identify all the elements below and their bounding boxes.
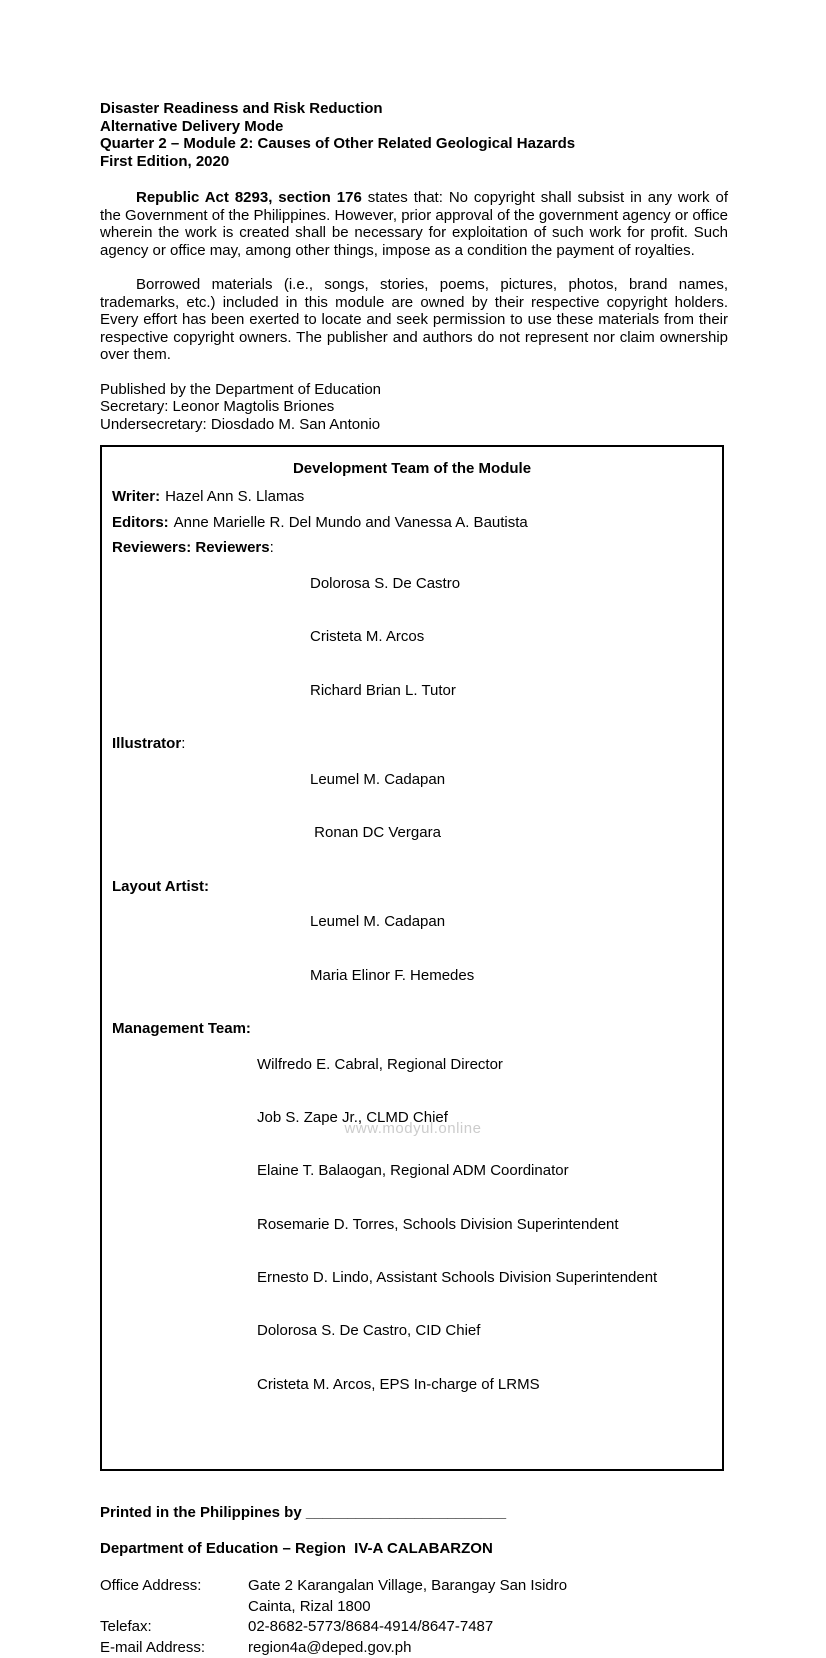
management-team-label: Management Team: bbox=[112, 1019, 251, 1037]
illustrator-names bbox=[310, 735, 712, 877]
reviewers-label: Reviewers: Reviewers: bbox=[112, 539, 274, 557]
telefax-label: Telefax: bbox=[100, 1618, 152, 1636]
module-delivery-mode-line: Alternative Delivery Mode bbox=[100, 117, 284, 135]
illustrator-row bbox=[112, 735, 712, 877]
republic-act-lead: Republic Act 8293, section 176 bbox=[136, 189, 362, 206]
printed-in-philippines-line bbox=[100, 1504, 728, 1522]
secretary-line: Secretary: Leonor Magtolis Briones bbox=[100, 398, 335, 415]
undersecretary-line: Undersecretary: Diosdado M. San Antonio bbox=[100, 415, 381, 433]
office-address-label: Office Address: bbox=[100, 1577, 202, 1595]
management-team-member: Cristeta M. Arcos, EPS In-charge of LRMS bbox=[257, 1375, 540, 1393]
editors-label: Editors: bbox=[112, 513, 169, 531]
reviewer-name: Cristeta M. Arcos bbox=[310, 628, 425, 646]
telefax-value: 02-8682-5773/8684-4914/8647-7487 bbox=[248, 1618, 494, 1636]
email-row bbox=[100, 1638, 728, 1658]
module-edition-line: First Edition, 2020 bbox=[100, 152, 230, 170]
reviewers-names bbox=[310, 539, 712, 735]
copyright-paragraph-2: Borrowed materials (i.e., songs, stories, poems, pictures, photos, brand names, trademarks, etc.) included in this module are owned by their respective copyright holders. Every effort has been exerted to locate and seek permission to use these materials from their respective copyright owners. The publisher and authors do not represent nor claim ownership over them. bbox=[100, 276, 728, 363]
management-team-member: Dolorosa S. De Castro, CID Chief bbox=[257, 1322, 481, 1340]
published-by-line: Published by the Department of Education bbox=[100, 380, 382, 398]
layout-artist-name: Leumel M. Cadapan bbox=[310, 913, 446, 931]
layout-artist-label: Layout Artist: bbox=[112, 877, 209, 895]
writer-label: Writer: bbox=[112, 487, 161, 505]
telefax-row bbox=[100, 1617, 728, 1638]
layout-artist-row bbox=[112, 878, 712, 1020]
email-label: E-mail Address: bbox=[100, 1638, 206, 1656]
layout-artist-names bbox=[310, 878, 712, 1020]
editors-names: Anne Marielle R. Del Mundo and Vanessa A. Bautista bbox=[173, 513, 528, 531]
management-team-member: Wilfredo E. Cabral, Regional Director bbox=[257, 1055, 503, 1073]
editors-row bbox=[112, 514, 712, 532]
reviewers-row bbox=[112, 539, 712, 735]
copyright-paragraph-1-text: states that: No copyright shall subsist in any work of the Government of the Philippines. However, prior approval of the government agency or office wherein the work is created shall be necessary for exploitation of such work for profit. Such agency or office may, among other things, impose as a condition the payment of royalties. bbox=[100, 189, 729, 259]
management-team-member: Elaine T. Balaogan, Regional ADM Coordinator bbox=[257, 1162, 569, 1180]
illustrator-name: Leumel M. Cadapan bbox=[310, 770, 446, 788]
website-watermark: www.modyul.online bbox=[344, 1120, 482, 1137]
email-value: region4a@deped.gov.ph bbox=[248, 1638, 412, 1656]
publisher-block bbox=[100, 381, 728, 434]
copyright-paragraph-1 bbox=[100, 189, 728, 259]
development-team-box bbox=[100, 445, 724, 1471]
management-team-member: Job S. Zape Jr., CLMD Chief bbox=[257, 1108, 448, 1126]
office-address-row bbox=[100, 1576, 728, 1617]
office-address-value bbox=[248, 1576, 728, 1617]
management-team-member: Rosemarie D. Torres, Schools Division Superintendent bbox=[257, 1215, 619, 1233]
contact-block bbox=[100, 1576, 728, 1658]
reviewer-name: Richard Brian L. Tutor bbox=[310, 681, 456, 699]
printer-blank-line: ________________________ bbox=[305, 1504, 507, 1522]
office-address-line-1: Gate 2 Karangalan Village, Barangay San Isidro bbox=[248, 1577, 568, 1595]
development-team-title: Development Team of the Module bbox=[292, 460, 532, 477]
printed-by-label: Printed in the Philippines by bbox=[100, 1504, 306, 1522]
illustrator-name: Ronan DC Vergara bbox=[310, 824, 441, 842]
writer-row bbox=[112, 488, 712, 506]
deped-region-line: Department of Education – Region IV-A CALABARZON bbox=[100, 1539, 493, 1557]
module-subject-line: Disaster Readiness and Risk Reduction bbox=[100, 100, 383, 117]
layout-artist-name: Maria Elinor F. Hemedes bbox=[310, 966, 475, 984]
illustrator-label: Illustrator: bbox=[112, 735, 186, 753]
office-address-line-2: Cainta, Rizal 1800 bbox=[248, 1597, 371, 1615]
module-quarter-line: Quarter 2 – Module 2: Causes of Other Related Geological Hazards bbox=[100, 135, 576, 152]
management-team-row bbox=[112, 1020, 712, 1429]
management-team-names bbox=[257, 1020, 712, 1429]
writer-name: Hazel Ann S. Llamas bbox=[165, 487, 305, 505]
management-team-member: Ernesto D. Lindo, Assistant Schools Division Superintendent bbox=[257, 1269, 658, 1287]
reviewer-name: Dolorosa S. De Castro bbox=[310, 574, 461, 592]
document-page bbox=[100, 100, 728, 1658]
module-title-block bbox=[100, 100, 728, 170]
